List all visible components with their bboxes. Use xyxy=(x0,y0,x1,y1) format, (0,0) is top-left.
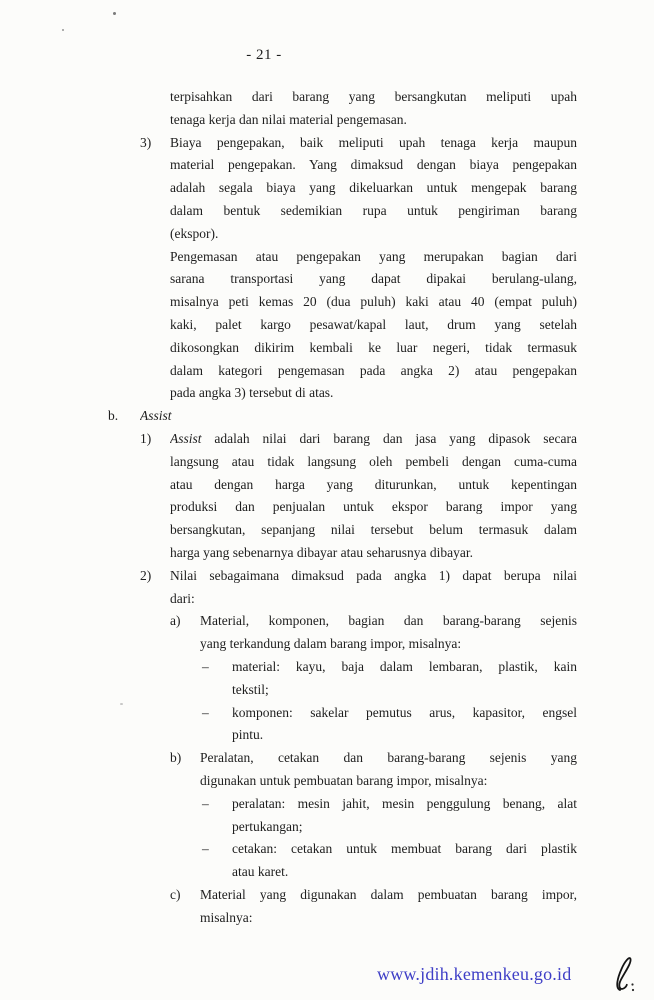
list-item xyxy=(202,656,577,702)
text-line: Nilai sebagaimana dimaksud pada angka 1) dapat berupa nilai xyxy=(170,567,577,583)
list-marker: c) xyxy=(170,886,181,902)
paragraph-lines xyxy=(200,884,577,930)
list-marker: a) xyxy=(170,613,181,629)
list-item xyxy=(202,838,577,884)
paragraph xyxy=(140,246,577,406)
list-item xyxy=(202,702,577,748)
paragraph-lines xyxy=(232,702,577,748)
paragraph-lines xyxy=(140,405,577,428)
scan-speck xyxy=(113,12,116,15)
text-line: dalam bentuk sedemikian rupa untuk pengiriman barang xyxy=(170,202,577,218)
text-line: Assist adalah nilai dari barang dan jasa yang dipasok secara xyxy=(170,430,577,446)
text-line: Material, komponen, bagian dan barang-barang sejenis xyxy=(200,613,577,629)
text-line: harga yang sebenarnya dibayar atau seharusnya dibayar. xyxy=(170,544,473,560)
text-line: dikosongkan dikirim kembali ke luar negeri, tidak termasuk xyxy=(170,339,577,355)
text-line: (ekspor). xyxy=(170,225,219,241)
list-item xyxy=(140,565,577,611)
paragraph-lines xyxy=(232,656,577,702)
list-marker: – xyxy=(202,841,209,857)
text-line: atau dengan harga yang diturunkan, untuk kepentingan xyxy=(170,476,577,492)
list-marker: 3) xyxy=(140,134,152,150)
text-line: langsung atau tidak langsung oleh pembeli dengan cuma-cuma xyxy=(170,453,577,469)
list-marker: – xyxy=(202,795,209,811)
text-line: Assist xyxy=(140,408,172,424)
text-line: adalah segala biaya yang dikeluarkan untuk mengepak barang xyxy=(170,180,577,196)
paragraph-lines xyxy=(170,86,577,132)
list-marker: – xyxy=(202,704,209,720)
paragraph-lines xyxy=(232,793,577,839)
page-number: - 21 - xyxy=(246,47,282,63)
list-marker: 2) xyxy=(140,567,152,583)
list-item xyxy=(108,405,577,428)
paragraph xyxy=(140,86,577,132)
text-line: Pengemasan atau pengepakan yang merupakan bagian dari xyxy=(170,248,577,264)
text-line: Material yang digunakan dalam pembuatan barang impor, xyxy=(200,886,577,902)
paragraph-lines xyxy=(170,132,577,246)
paragraph-lines xyxy=(232,838,577,884)
text-line: cetakan: cetakan untuk membuat barang dari plastik xyxy=(232,841,577,857)
text-line: pintu. xyxy=(232,727,264,743)
paragraph-lines xyxy=(170,428,577,565)
list-item xyxy=(170,610,577,656)
paragraph-lines xyxy=(200,747,577,793)
list-item xyxy=(170,884,577,930)
list-item xyxy=(170,747,577,793)
list-marker xyxy=(140,86,170,132)
paragraph-lines xyxy=(170,565,577,611)
text-line: tekstil; xyxy=(232,681,269,697)
text-line: pertukangan; xyxy=(232,818,303,834)
list-marker: b) xyxy=(170,750,182,766)
list-item xyxy=(140,132,577,246)
footer-url-link[interactable]: www.jdih.kemenkeu.go.id xyxy=(377,964,572,984)
scan-speck xyxy=(62,29,64,31)
list-item xyxy=(202,793,577,839)
paragraph-lines xyxy=(200,610,577,656)
text-line: terpisahkan dari barang yang bersangkutan meliputi upah xyxy=(170,89,577,104)
text-line: peralatan: mesin jahit, mesin penggulung benang, alat xyxy=(232,795,577,811)
text-line: yang terkandung dalam barang impor, misalnya: xyxy=(200,636,462,652)
list-item xyxy=(140,428,577,565)
paragraph-lines xyxy=(170,246,577,406)
text-line: pada angka 3) tersebut di atas. xyxy=(170,385,334,401)
text-line: digunakan untuk pembuatan barang impor, misalnya: xyxy=(200,772,488,788)
handwritten-initial-icon xyxy=(610,952,638,994)
text-line: komponen: sakelar pemutus arus, kapasitor, engsel xyxy=(232,704,577,720)
text-line: atau karet. xyxy=(232,864,289,880)
text-line: material: kayu, baja dalam lembaran, plastik, kain xyxy=(232,658,577,674)
list-marker xyxy=(140,246,170,406)
text-line: misalnya: xyxy=(200,909,253,925)
text-line: sarana transportasi yang dapat dipakai berulang-ulang, xyxy=(170,271,577,287)
text-line: produksi dan penjualan untuk ekspor barang impor yang xyxy=(170,499,577,515)
text-line: Peralatan, cetakan dan barang-barang sejenis yang xyxy=(200,750,577,766)
text-line: bersangkutan, sepanjang nilai tersebut belum termasuk dalam xyxy=(170,522,577,538)
list-marker: b. xyxy=(108,408,119,424)
text-line: Biaya pengepakan, baik meliputi upah tenaga kerja maupun xyxy=(170,134,577,150)
text-line: material pengepakan. Yang dimaksud dengan biaya pengepakan xyxy=(170,157,577,173)
list-marker: 1) xyxy=(140,430,152,446)
text-line: dari: xyxy=(170,590,195,606)
text-line: misalnya peti kemas 20 (dua puluh) kaki atau 40 (empat puluh) xyxy=(170,294,577,310)
list-marker: – xyxy=(202,658,209,674)
text-line: tenaga kerja dan nilai material pengemasan. xyxy=(170,111,407,127)
text-line: dalam kategori pengemasan pada angka 2) atau pengepakan xyxy=(170,362,577,378)
document-body xyxy=(108,86,577,929)
text-line: kaki, palet kargo pesawat/kapal laut, drum yang setelah xyxy=(170,316,577,332)
